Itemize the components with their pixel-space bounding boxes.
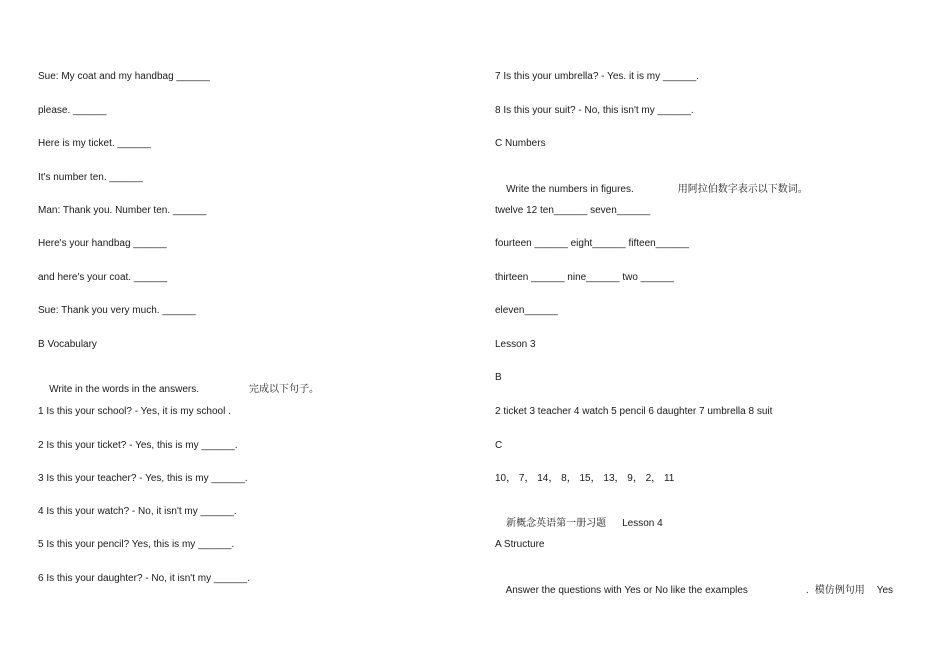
- text-line: Here's your handbag ______: [38, 238, 167, 249]
- answer-line: 2 ticket 3 teacher 4 watch 5 pencil 6 daughter 7 umbrella 8 suit: [495, 406, 773, 417]
- instruction-en: Write the numbers in figures.: [506, 184, 634, 195]
- text-line: Man: Thank you. Number ten. ______: [38, 205, 207, 216]
- lesson-title-en: Lesson 4: [622, 518, 663, 529]
- exercise-line: 7 Is this your umbrella? - Yes. it is my ______.: [495, 71, 699, 82]
- instruction-en: Write in the words in the answers.: [49, 384, 200, 395]
- numbers-line: twelve 12 ten______ seven______: [495, 205, 651, 216]
- instruction-line: [38, 372, 319, 408]
- instruction-line: [495, 573, 893, 609]
- lesson-heading: Lesson 3: [495, 339, 536, 350]
- instruction-line: [495, 172, 808, 208]
- exercise-line: 4 Is this your watch? - No, it isn't my ______.: [38, 506, 237, 517]
- section-heading: B: [495, 372, 502, 383]
- section-heading: C: [495, 440, 503, 451]
- instruction-tail: Yes: [876, 585, 894, 596]
- text-line: Sue: Thank you very much. ______: [38, 305, 196, 316]
- instruction-en: Answer the questions with Yes or No like the examples: [505, 585, 748, 596]
- answer-line: 10， 7， 14， 8， 15， 13， 9， 2， 11: [495, 473, 675, 484]
- numbers-line: fourteen ______ eight______ fifteen______: [495, 238, 690, 249]
- lesson-title-zh: 新概念英语第一册习题: [506, 518, 607, 529]
- instruction-zh: 完成以下句子。: [249, 384, 320, 395]
- text-line: please. ______: [38, 105, 107, 116]
- section-heading: A Structure: [495, 539, 545, 550]
- instruction-zh: 用阿拉伯数字表示以下数词。: [677, 184, 808, 195]
- section-heading: B Vocabulary: [38, 339, 97, 350]
- exercise-line: 2 Is this your ticket? - Yes, this is my ______.: [38, 440, 238, 451]
- text-line: Here is my ticket. ______: [38, 138, 151, 149]
- text-line: Sue: My coat and my handbag ______: [38, 71, 210, 82]
- numbers-line: thirteen ______ nine______ two ______: [495, 272, 675, 283]
- instruction-dot: .: [805, 585, 809, 596]
- exercise-line: 5 Is this your pencil? Yes, this is my ______.: [38, 539, 235, 550]
- exercise-line: 1 Is this your school? - Yes, it is my school .: [38, 406, 231, 417]
- lesson-title-line: [495, 506, 663, 542]
- text-line: It's number ten. ______: [38, 172, 143, 183]
- text-line: and here's your coat. ______: [38, 272, 168, 283]
- instruction-zh: 模仿例句用: [814, 585, 865, 596]
- numbers-line: eleven______: [495, 305, 558, 316]
- exercise-line: 3 Is this your teacher? - Yes, this is my ______.: [38, 473, 248, 484]
- section-heading: C Numbers: [495, 138, 546, 149]
- exercise-line: 8 Is this your suit? - No, this isn't my ______.: [495, 105, 694, 116]
- exercise-line: 6 Is this your daughter? - No, it isn't my ______.: [38, 573, 251, 584]
